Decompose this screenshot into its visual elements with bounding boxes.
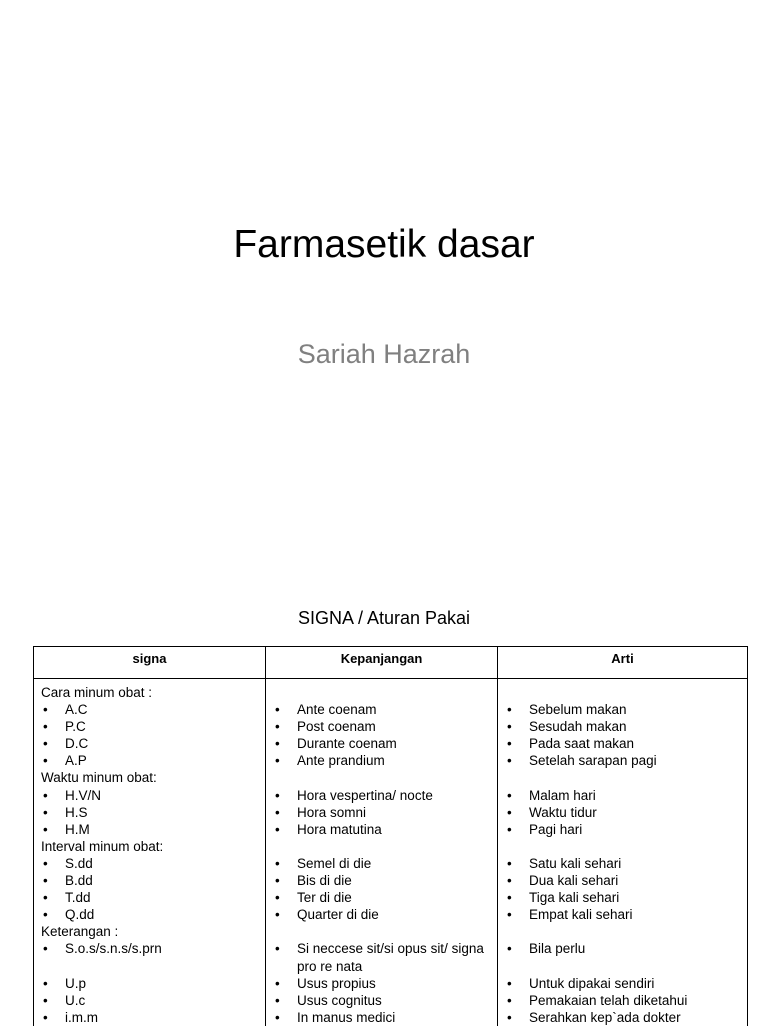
list-item: • Si neccese sit/si opus sit/ signa pro re nata [273, 940, 490, 974]
list-item: •Usus propius [273, 975, 490, 992]
header-arti: Arti [498, 647, 748, 679]
list-item: •H.M [41, 821, 258, 838]
list-item: •Ante coenam [273, 701, 490, 718]
list-item: •U.p [41, 975, 258, 992]
list-item: •Satu kali sehari [505, 855, 740, 872]
list-item: •H.S [41, 804, 258, 821]
list-item: •Durante coenam [273, 735, 490, 752]
list-item: •Ter di die [273, 889, 490, 906]
list-item: •Ante prandium [273, 752, 490, 769]
list-item: •S.dd [41, 855, 258, 872]
list-item: •T.dd [41, 889, 258, 906]
cell-kepanjangan [266, 679, 498, 1026]
list-item: •Tiga kali sehari [505, 889, 740, 906]
list-item: •Serahkan kep`ada dokter [505, 1009, 740, 1026]
list-item: •Dua kali sehari [505, 872, 740, 889]
list-item: •Post coenam [273, 718, 490, 735]
list-item: •S.o.s/s.n.s/s.prn [41, 940, 258, 957]
list-item: •H.V/N [41, 787, 258, 804]
list-item: •Q.dd [41, 906, 258, 923]
list-item: •Quarter di die [273, 906, 490, 923]
slide-title: Farmasetik dasar [233, 223, 535, 266]
list-item: •Semel di die [273, 855, 490, 872]
header-signa: signa [34, 647, 266, 679]
signa-table [33, 646, 748, 1026]
list-item: •A.P [41, 752, 258, 769]
list-item: •Pemakaian telah diketahui [505, 992, 740, 1009]
list-item: •Hora somni [273, 804, 490, 821]
list-item: •Waktu tidur [505, 804, 740, 821]
group-label: Cara minum obat : [41, 685, 153, 700]
list-item: •Pada saat makan [505, 735, 740, 752]
header-kepanjangan: Kepanjangan [266, 647, 498, 679]
list-item: •U.c [41, 992, 258, 1009]
list-item: •Sebelum makan [505, 701, 740, 718]
list-item: •Hora vespertina/ nocte [273, 787, 490, 804]
cell-signa [34, 679, 266, 1026]
group-label: Keterangan : [41, 924, 119, 940]
list-item: •D.C [41, 735, 258, 752]
list-item: •Bila perlu [505, 940, 740, 957]
table-row [34, 679, 748, 1026]
list-item: •Setelah sarapan pagi [505, 752, 740, 769]
list-item: •Bis di die [273, 872, 490, 889]
group-label: Waktu minum obat: [41, 770, 157, 786]
slide-subtitle: Sariah Hazrah [297, 339, 471, 369]
list-item: •B.dd [41, 872, 258, 889]
list-item: •Untuk dipakai sendiri [505, 975, 740, 992]
list-item: •Pagi hari [505, 821, 740, 838]
table-header-row [34, 647, 748, 679]
list-item: •Malam hari [505, 787, 740, 804]
cell-arti [498, 679, 748, 1026]
list-item: •Usus cognitus [273, 992, 490, 1009]
list-item: •Empat kali sehari [505, 906, 740, 923]
list-item: •P.C [41, 718, 258, 735]
list-item: •i.m.m [41, 1009, 258, 1026]
list-item: •In manus medici [273, 1009, 490, 1026]
list-item: •A.C [41, 701, 258, 718]
list-item: •Hora matutina [273, 821, 490, 838]
group-label: Interval minum obat: [41, 838, 164, 854]
table-caption: SIGNA / Aturan Pakai [297, 608, 471, 628]
list-item: •Sesudah makan [505, 718, 740, 735]
